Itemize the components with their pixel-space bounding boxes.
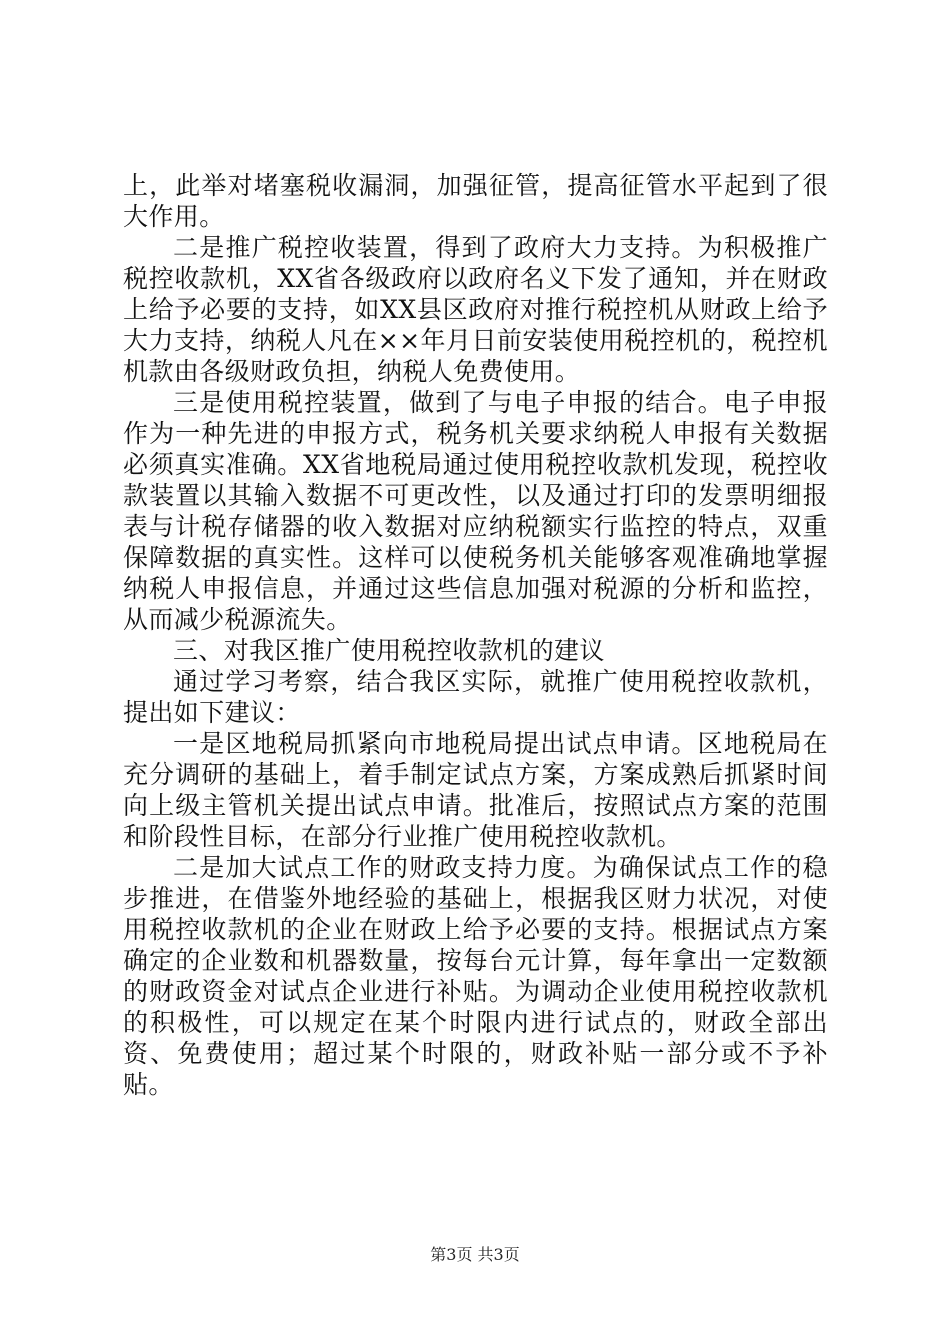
section-heading: 三、对我区推广使用税控收款机的建议 <box>173 636 605 665</box>
paragraph-7: 二是加大试点工作的财政支持力度。为确保试点工作的稳步推进，在借鉴外地经验的基础上，根据我区财力状况，对使用税控收款机的企业在财政上给予必要的支持。根据试点方案确定的企业数和机器数量，按每台元计算，每年拿出一定数额的财政资金对试点企业进行补贴。为调动企业使用税控收款机的积极性，可以规定在某个时限内进行试点的，财政全部出资、免费使用；超过某个时限的，财政补贴一部分或不予补贴。 <box>123 853 828 1099</box>
paragraph-6: 一是区地税局抓紧向市地税局提出试点申请。区地税局在充分调研的基础上，着手制定试点方案，方案成熟后抓紧时间向上级主管机关提出试点申请。批准后，按照试点方案的范围和阶段性目标，在部分行业推广使用税控收款机。 <box>123 729 828 851</box>
paragraph-1: 上，此举对堵塞税收漏洞，加强征管，提高征管水平起到了很大作用。 <box>123 171 828 231</box>
paragraph-5: 通过学习考察，结合我区实际，就推广使用税控收款机，提出如下建议： <box>123 667 828 727</box>
paragraph-3: 三是使用税控装置，做到了与电子申报的结合。电子申报作为一种先进的申报方式，税务机关要求纳税人申报有关数据必须真实准确。XX省地税局通过使用税控收款机发现，税控收款装置以其输入数据不可更改性，以及通过打印的发票明细报表与计税存储器的收入数据对应纳税额实行监控的特点，双重保障数据的真实性。这样可以使税务机关能够客观准确地掌握纳税人申报信息，并通过这些信息加强对税源的分析和监控，从而减少税源流失。 <box>123 388 828 634</box>
document-body <box>123 170 828 1100</box>
paragraph-2: 二是推广税控收装置，得到了政府大力支持。为积极推广税控收款机，XX省各级政府以政府名义下发了通知，并在财政上给予必要的支持，如XX县区政府对推行税控机从财政上给予大力支持，纳税人凡在××年月日前安装使用税控机的，税控机机款由各级财政负担，纳税人免费使用。 <box>123 233 828 386</box>
page-number-footer: 第3页 共3页 <box>430 1245 520 1264</box>
